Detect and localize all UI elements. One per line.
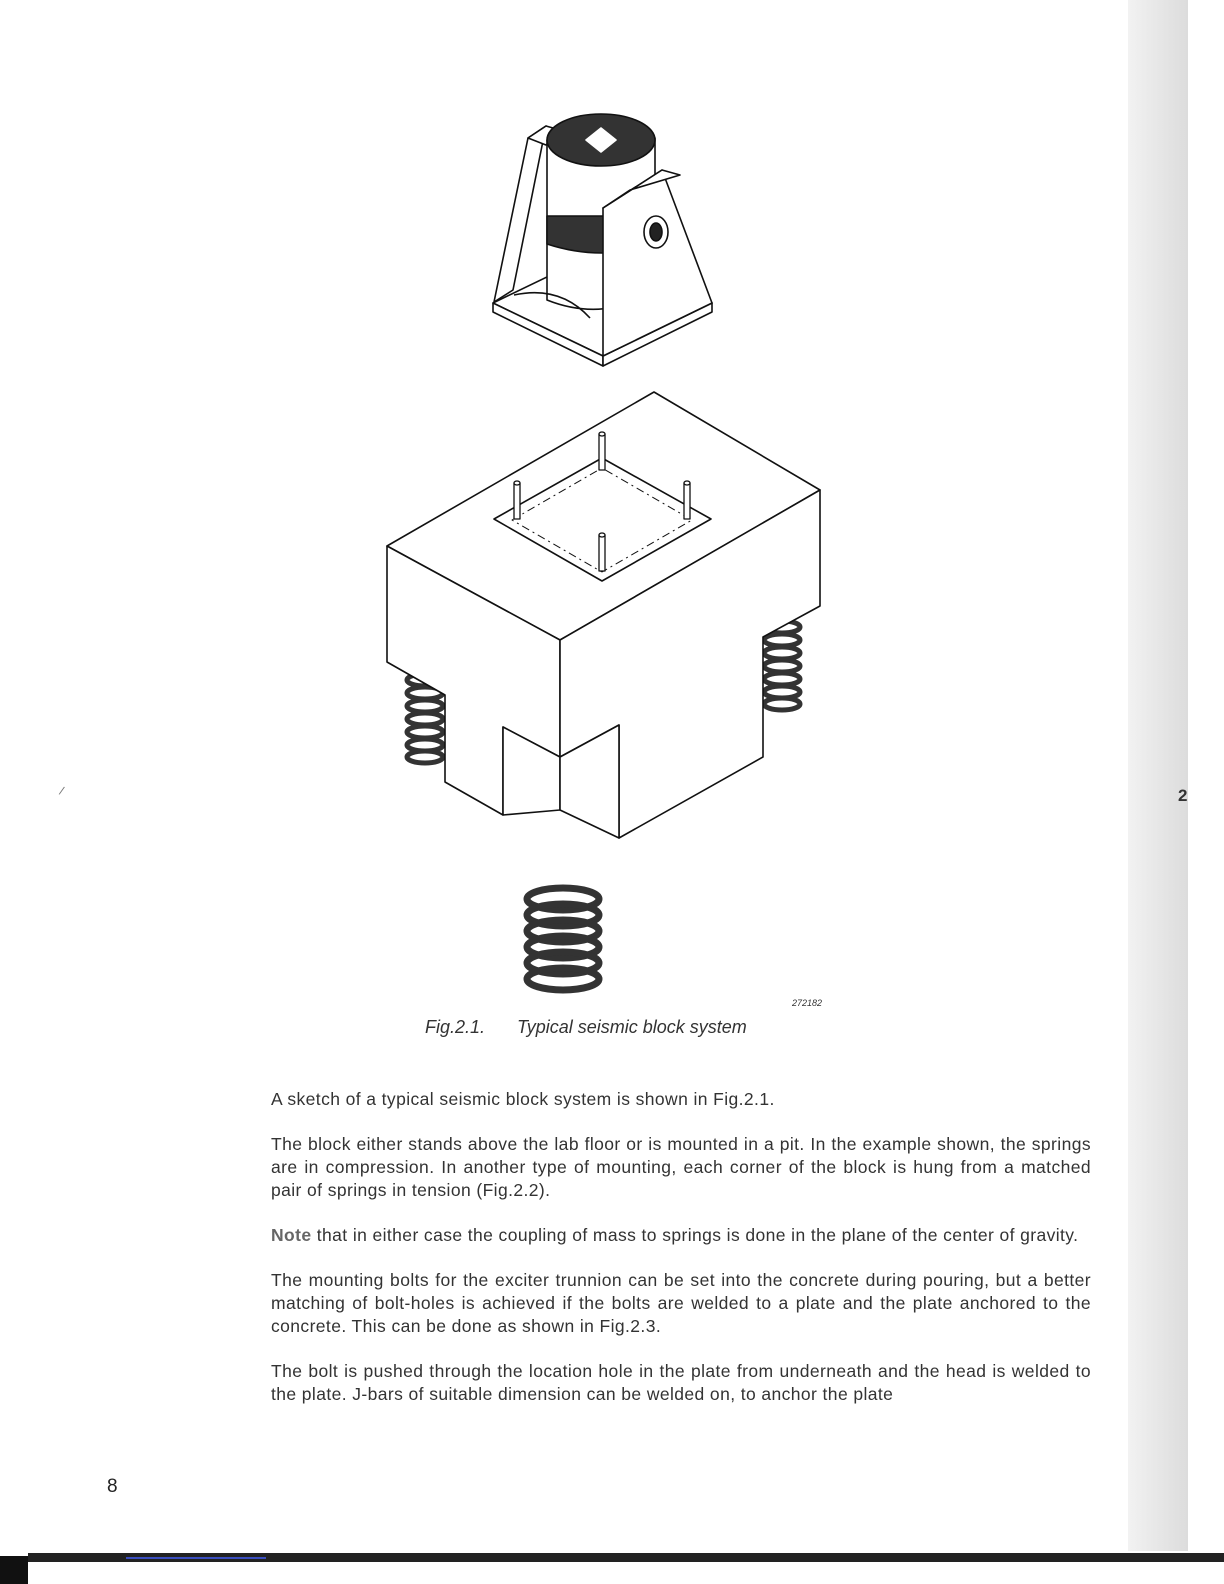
paragraph-5: The bolt is pushed through the location hole in the plate from underneath and the head is welded to the plate. J-bars of suitable dimension can be welded on, to anchor the plate	[271, 1361, 1091, 1404]
chapter-edge-mark: 2	[1178, 786, 1188, 805]
exciter-trunnion	[493, 114, 712, 366]
spring-detached	[527, 888, 599, 990]
note-label: Note	[271, 1225, 312, 1245]
paragraph-3-text: that in either case the coupling of mass to springs is done in the plane of the center of gravity.	[311, 1225, 1079, 1245]
page-edge-margin	[1188, 0, 1224, 1584]
body-text	[271, 1088, 1091, 1428]
figure-number: Fig.2.1.	[425, 1017, 486, 1037]
paragraph-2: The block either stands above the lab floor or is mounted in a pit. In the example shown, the springs are in compression. In another type of mounting, each corner of the block is hung from a matched pair of springs in tension (Fig.2.2).	[271, 1134, 1091, 1200]
stray-pen-mark: /	[57, 783, 66, 799]
paragraph-3	[271, 1224, 1091, 1247]
figure-caption	[425, 1017, 747, 1038]
page-number: 8	[107, 1476, 118, 1497]
bottom-blue-line	[126, 1557, 266, 1559]
figure-code: 272182	[792, 998, 823, 1008]
paragraph-1: A sketch of a typical seismic block system is shown in Fig.2.1.	[271, 1089, 775, 1109]
paragraph-4: The mounting bolts for the exciter trunnion can be set into the concrete during pouring, but a better matching of bolt-holes is achieved if the bolts are welded to a plate and the plate anchored to the concrete. This can be done as shown in Fig.2.3.	[271, 1270, 1091, 1336]
seismic-block-illustration	[370, 100, 850, 1000]
bottom-left-corner	[0, 1556, 28, 1584]
figure-caption-text: Typical seismic block system	[517, 1017, 747, 1037]
